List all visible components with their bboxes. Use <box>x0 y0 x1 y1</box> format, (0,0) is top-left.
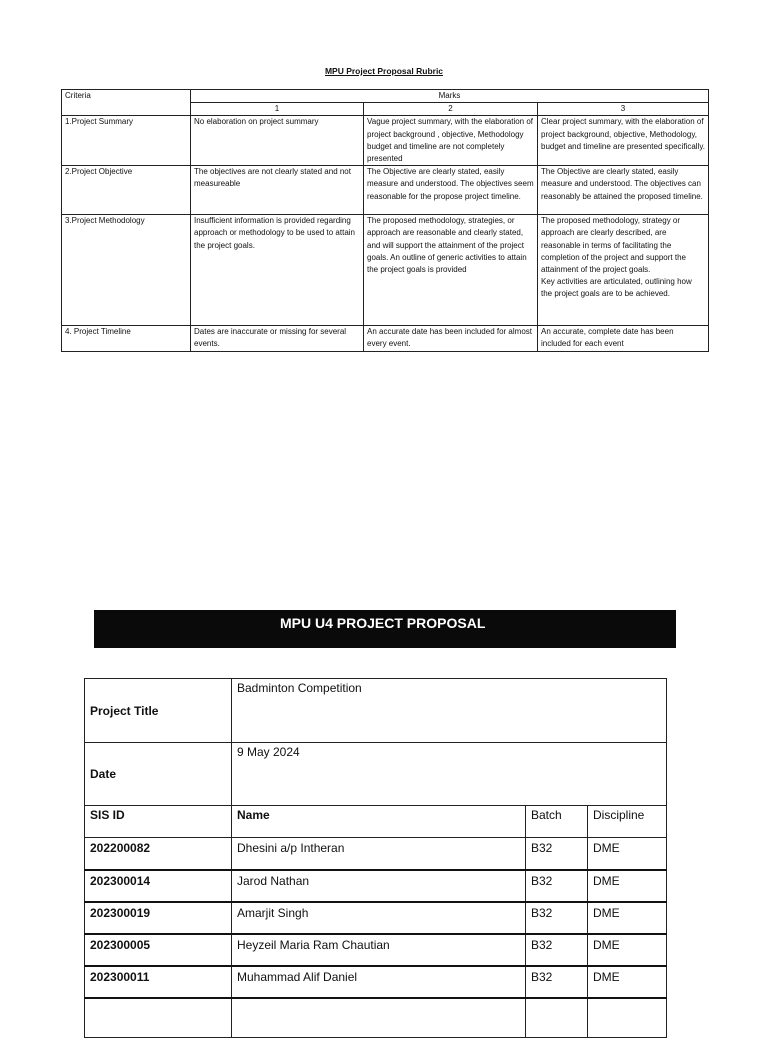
batch-cell: B32 <box>526 838 588 870</box>
discipline-header: Discipline <box>588 806 667 838</box>
sis-id-cell: 202200082 <box>85 838 232 870</box>
rubric-row-objective <box>62 166 709 215</box>
rubric-title: MPU Project Proposal Rubric <box>324 66 444 76</box>
criteria-cell: 2.Project Objective <box>62 166 191 215</box>
rubric-row-timeline <box>62 326 709 351</box>
mark2-cell: Vague project summary, with the elaboration of project background , objective, Methodology budget and timeline are not completely presented <box>364 116 538 166</box>
rubric-table <box>61 89 709 352</box>
name-cell: Jarod Nathan <box>232 870 526 902</box>
sis-id-header: SIS ID <box>85 806 232 838</box>
table-row <box>85 966 667 998</box>
discipline-cell: DME <box>588 966 667 998</box>
sis-id-cell: 202300005 <box>85 934 232 966</box>
empty-cell <box>232 998 526 1038</box>
members-header-row <box>85 806 667 838</box>
name-cell: Dhesini a/p Intheran <box>232 838 526 870</box>
name-header: Name <box>232 806 526 838</box>
project-title-row <box>85 679 667 743</box>
mark1-cell: No elaboration on project summary <box>191 116 364 166</box>
proposal-banner: MPU U4 PROJECT PROPOSAL <box>94 610 676 648</box>
mark3-cell: An accurate, complete date has been included for each event <box>538 326 709 351</box>
sis-id-cell: 202300019 <box>85 902 232 934</box>
discipline-cell: DME <box>588 838 667 870</box>
rubric-header-row <box>62 90 709 103</box>
name-cell: Amarjit Singh <box>232 902 526 934</box>
mark3-text-part2: Key activities are articulated, outlining how the project goals are to be achieved. <box>541 277 692 299</box>
mark3-cell <box>538 215 709 326</box>
mark2-cell: The Objective are clearly stated, easily measure and understood. The objectives seem reasonable for the propose project timeline. <box>364 166 538 215</box>
sis-id-cell: 202300011 <box>85 966 232 998</box>
empty-row <box>85 998 667 1038</box>
sis-id-cell: 202300014 <box>85 870 232 902</box>
mark3-cell: Clear project summary, with the elaboration of project background, objective, Methodology, budget and timeline are presented specifically. <box>538 116 709 166</box>
rubric-row-methodology <box>62 215 709 326</box>
criteria-cell: 3.Project Methodology <box>62 215 191 326</box>
name-cell: Muhammad Alif Daniel <box>232 966 526 998</box>
date-label: Date <box>85 743 232 806</box>
date-value: 9 May 2024 <box>232 743 667 806</box>
table-row <box>85 870 667 902</box>
table-row <box>85 838 667 870</box>
mark-level-2: 2 <box>364 103 538 116</box>
discipline-cell: DME <box>588 902 667 934</box>
discipline-cell: DME <box>588 870 667 902</box>
rubric-row-summary <box>62 116 709 166</box>
mark2-cell: The proposed methodology, strategies, or approach are reasonable and clearly stated, and will support the attainment of the project goals. An outline of generic activities to attain the project goals is provided <box>364 215 538 326</box>
empty-cell <box>85 998 232 1038</box>
criteria-cell: 1.Project Summary <box>62 116 191 166</box>
mark2-cell: An accurate date has been included for almost every event. <box>364 326 538 351</box>
mark1-cell: The objectives are not clearly stated and not measureable <box>191 166 364 215</box>
criteria-header: Criteria <box>62 90 191 116</box>
table-row <box>85 902 667 934</box>
discipline-cell: DME <box>588 934 667 966</box>
mark3-cell: The Objective are clearly stated, easily measure and understood. The objectives can reasonably be attained the proposed timeline. <box>538 166 709 215</box>
proposal-table <box>84 678 667 1038</box>
mark1-cell: Insufficient information is provided regarding approach or methodology to be used to attain the project goals. <box>191 215 364 326</box>
mark-level-1: 1 <box>191 103 364 116</box>
batch-cell: B32 <box>526 902 588 934</box>
project-title-label: Project Title <box>85 679 232 743</box>
mark-level-3: 3 <box>538 103 709 116</box>
project-title-value: Badminton Competition <box>232 679 667 743</box>
mark3-text-part1: The proposed methodology, strategy or approach are clearly described, are reasonable in terms of facilitating the completion of the project and support the attainment of the project goals. <box>541 216 686 275</box>
marks-header: Marks <box>191 90 709 103</box>
batch-cell: B32 <box>526 934 588 966</box>
empty-cell <box>588 998 667 1038</box>
date-row <box>85 743 667 806</box>
empty-cell <box>526 998 588 1038</box>
criteria-cell: 4. Project Timeline <box>62 326 191 351</box>
mark1-cell: Dates are inaccurate or missing for several events. <box>191 326 364 351</box>
table-row <box>85 934 667 966</box>
batch-cell: B32 <box>526 966 588 998</box>
batch-header: Batch <box>526 806 588 838</box>
batch-cell: B32 <box>526 870 588 902</box>
name-cell: Heyzeil Maria Ram Chautian <box>232 934 526 966</box>
